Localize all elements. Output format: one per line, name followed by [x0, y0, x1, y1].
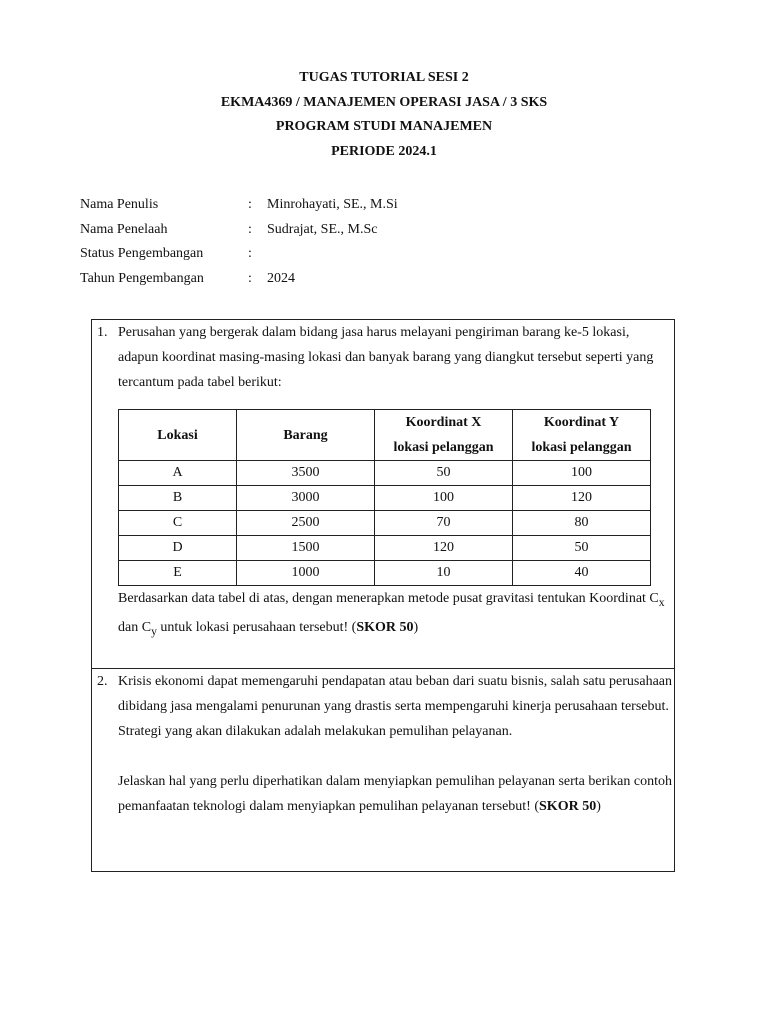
question-1-box	[91, 319, 675, 669]
meta-colon: :	[248, 270, 252, 286]
question-2-box	[91, 668, 675, 872]
meta-row-status	[80, 242, 398, 267]
meta-value: 2024	[267, 270, 295, 286]
meta-row-penelaah	[80, 218, 398, 243]
question-2-content	[118, 669, 673, 819]
meta-label: Nama Penulis	[80, 197, 159, 212]
cell-barang: 2500	[237, 511, 375, 536]
table-row	[119, 536, 651, 561]
question-number: 1.	[97, 325, 108, 340]
cell-x: 120	[375, 536, 513, 561]
header-barang: Barang	[237, 410, 375, 461]
header-lokasi: Lokasi	[119, 410, 237, 461]
cell-y: 120	[513, 486, 651, 511]
question-2-paragraph-1: Krisis ekonomi dapat memengaruhi pendapatan atau beban dari suatu bisnis, salah satu perusahaan dibidang jasa mengalami penurunan yang drastis serta mempengaruhi kinerja perusahaan tersebut. Strategi yang akan dilakukan adalah melakukan pemulihan pelayanan.	[118, 674, 672, 739]
table-row	[119, 511, 651, 536]
cell-lokasi: A	[119, 461, 237, 486]
meta-row-tahun	[80, 267, 398, 292]
meta-value: Minrohayati, SE., M.Si	[267, 197, 398, 212]
question-2-paragraph-2: Jelaskan hal yang perlu diperhatikan dalam menyiapkan pemulihan pelayanan serta berikan contoh pemanfaatan teknologi dalam menyiapkan pemulihan pelayanan tersebut! (SKOR 50)	[118, 774, 672, 814]
location-table	[118, 409, 651, 586]
score-label: SKOR 50	[539, 799, 597, 814]
meta-colon: :	[248, 197, 252, 212]
cell-x: 70	[375, 511, 513, 536]
title-line-2: EKMA4369 / MANAJEMEN OPERASI JASA / 3 SKS	[220, 94, 548, 110]
table-row	[119, 461, 651, 486]
meta-row-penulis	[80, 193, 398, 218]
meta-label: Tahun Pengembangan	[80, 270, 204, 286]
table-header-row	[119, 410, 651, 461]
cell-x: 50	[375, 461, 513, 486]
table-row	[119, 486, 651, 511]
header-koordinat-x: Koordinat X lokasi pelanggan	[375, 410, 513, 461]
cell-lokasi: B	[119, 486, 237, 511]
cell-y: 40	[513, 561, 651, 586]
meta-label: Status Pengembangan	[80, 246, 204, 261]
document-header	[0, 66, 768, 164]
title-line-1: TUGAS TUTORIAL SESI 2	[299, 70, 469, 85]
cell-lokasi: D	[119, 536, 237, 561]
meta-label: Nama Penelaah	[80, 221, 168, 237]
cell-barang: 3500	[237, 461, 375, 486]
title-line-4: PERIODE 2024.1	[331, 143, 437, 159]
author-info	[80, 193, 398, 291]
question-1-intro: Perusahan yang bergerak dalam bidang jasa harus melayani pengiriman barang ke-5 lokasi, adapun koordinat masing-masing lokasi dan banyak barang yang diangkut tersebut seperti yang tercantum pada tabel berikut:	[118, 325, 654, 390]
title-line-3: PROGRAM STUDI MANAJEMEN	[275, 119, 493, 134]
cell-y: 100	[513, 461, 651, 486]
meta-colon: :	[248, 246, 252, 261]
cell-lokasi: C	[119, 511, 237, 536]
score-label: SKOR 50	[356, 619, 414, 635]
cell-barang: 1500	[237, 536, 375, 561]
subscript-y: y	[151, 624, 157, 638]
header-koordinat-y: Koordinat Y lokasi pelanggan	[513, 410, 651, 461]
cell-y: 50	[513, 536, 651, 561]
cell-barang: 1000	[237, 561, 375, 586]
cell-y: 80	[513, 511, 651, 536]
question-1-content	[118, 320, 673, 644]
meta-value: Sudrajat, SE., M.Sc	[267, 221, 378, 237]
meta-colon: :	[248, 221, 252, 237]
cell-lokasi: E	[119, 561, 237, 586]
question-number: 2.	[97, 674, 108, 689]
subscript-x: x	[658, 595, 665, 609]
cell-x: 10	[375, 561, 513, 586]
table-row	[119, 561, 651, 586]
cell-barang: 3000	[237, 486, 375, 511]
question-1-instruction: Berdasarkan data tabel di atas, dengan menerapkan metode pusat gravitasi tentukan Koordinat $C_x$ dan $C_y$ untuk lokasi perusahaan tersebut! (SKOR 50)	[118, 591, 665, 638]
cell-x: 100	[375, 486, 513, 511]
